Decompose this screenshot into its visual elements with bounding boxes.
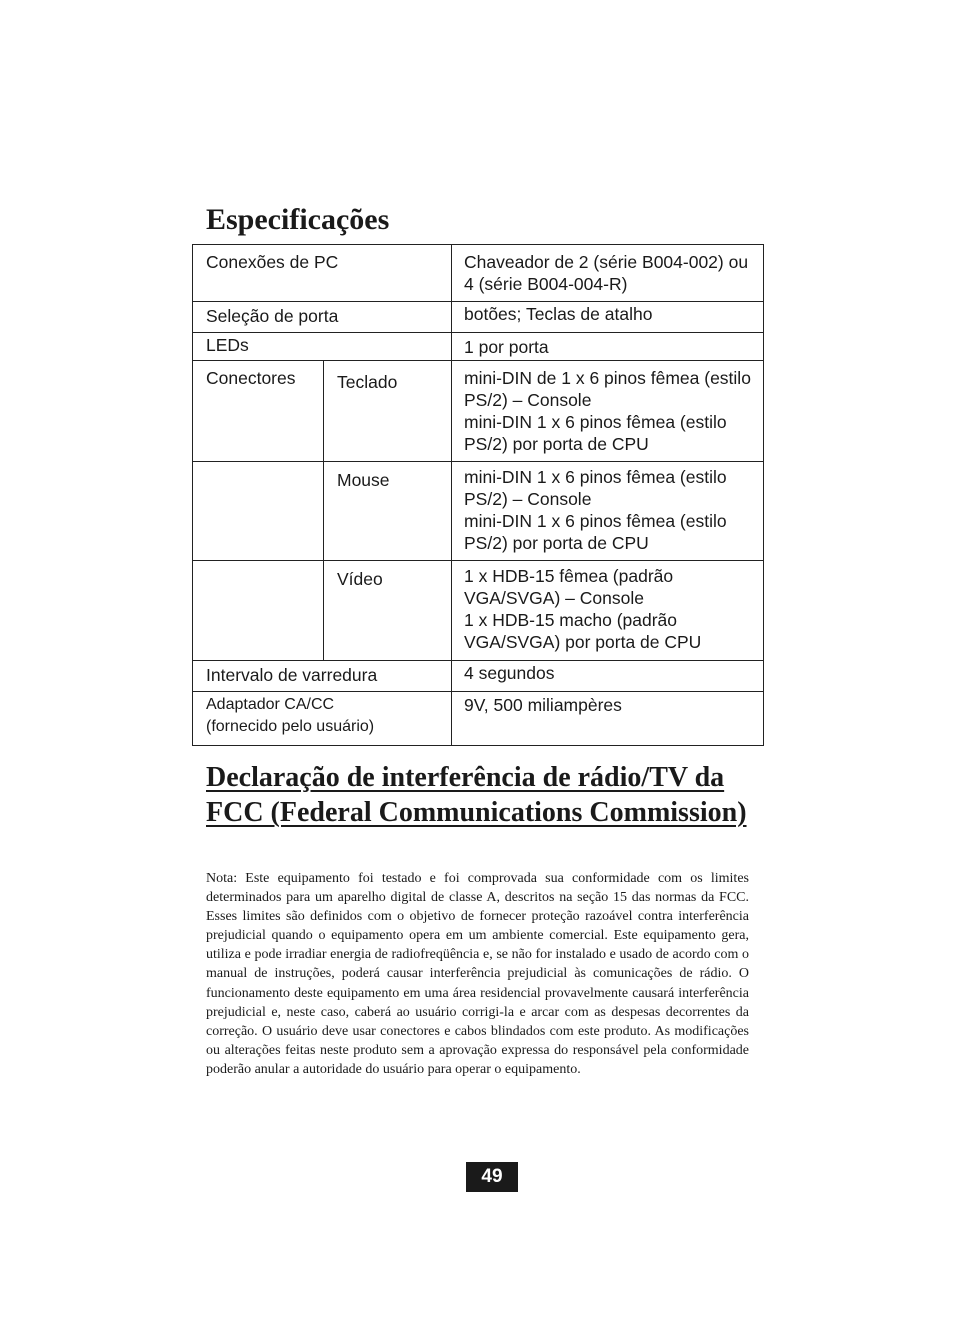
table-row [193,462,764,561]
spec-label: LEDs [193,333,452,361]
spec-label-line: Adaptador CA/CC [206,696,335,713]
spec-value: 4 segundos [452,661,764,692]
table-row [193,661,764,692]
spec-label [193,692,452,746]
page-number: 49 [466,1162,518,1192]
spec-value-line: mini-DIN 1 x 6 pinos fêmea (estilo PS/2) por porta de CPU [464,412,727,454]
table-row [193,333,764,361]
spec-sublabel: Mouse [324,462,452,561]
spec-label: Seleção de porta [193,302,452,333]
fcc-body: Nota: Este equipamento foi testado e foi comprovada sua conformidade com os limites determinados para um aparelho digital de classe A, descritos na seção 15 das normas da FCC. Esses limites são definidos com o objetivo de fornecer proteção razoável contra interferência prejudicial quando o equipamento opera em um ambiente comercial. Este equipamento gera, utiliza e pode irradiar energia de radiofreqüência e, se não for instalado e usado de acordo com o manual de instruções, poderá causar interferência prejudicial às comunicações de rádio. O funcionamento deste equipamento em uma área residencial provavelmente causará interferência prejudicial e, neste caso, caberá ao usuário corrigi-la e arcar com as despesas decorrentes da correção. O usuário deve usar conectores e cabos blindados com este produto. As modificações ou alterações feitas neste produto sem a aprovação expressa do responsável pela conformidade poderão anular a autoridade do usuário para operar o equipamento. [206,871,749,1077]
table-row [193,245,764,302]
spec-value-line: 1 x HDB-15 macho (padrão VGA/SVGA) por porta de CPU [464,610,702,652]
spec-sublabel: Teclado [324,361,452,462]
spec-value: 1 por porta [452,333,764,361]
table-row [193,692,764,746]
spec-value [452,361,764,462]
spec-label: Conectores [193,361,324,462]
specs-title: Especificações [206,203,390,236]
spec-value [452,561,764,661]
spec-label: Conexões de PC [193,245,452,302]
fcc-title: Declaração de interferência de rádio/TV da FCC (Federal Communications Commission) [206,762,747,828]
spec-sublabel: Vídeo [324,561,452,661]
spec-value [452,462,764,561]
spec-value-line: 1 x HDB-15 fêmea (padrão VGA/SVGA) – Console [464,566,674,608]
spec-value-line: mini-DIN 1 x 6 pinos fêmea (estilo PS/2) – Console [464,467,727,509]
table-row [193,302,764,333]
spec-label-line: (fornecido pelo usuário) [206,718,375,735]
spec-value: 9V, 500 miliampères [452,692,764,746]
spec-label-empty [193,462,324,561]
spec-value: Chaveador de 2 (série B004-002) ou 4 (série B004-004-R) [452,245,764,302]
spec-label: Intervalo de varredura [193,661,452,692]
table-row [193,561,764,661]
specs-table [192,244,764,746]
table-row [193,361,764,462]
spec-value-line: mini-DIN de 1 x 6 pinos fêmea (estilo PS/2) – Console [464,368,751,410]
spec-label-empty [193,561,324,661]
spec-value-line: mini-DIN 1 x 6 pinos fêmea (estilo PS/2) por porta de CPU [464,511,727,553]
spec-value: botões; Teclas de atalho [452,302,764,333]
